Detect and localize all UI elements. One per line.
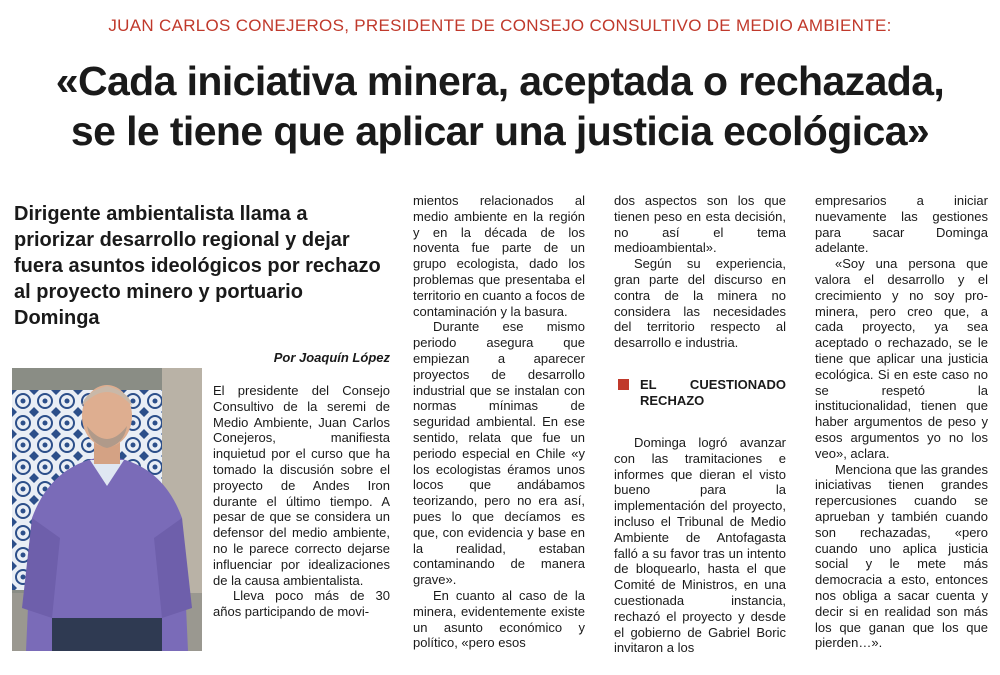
paragraph: dos aspectos son los que tienen peso en esta decisión, no así el tema medioambiental».	[614, 193, 786, 256]
byline: Por Joaquín López	[273, 350, 390, 365]
paragraph: Según su experiencia, gran parte del discurso en contra de la minera no considera las necesidades del territorio respecto al desarrollo e industria.	[614, 256, 786, 351]
paragraph: mientos relacionados al medio ambiente en la región y en la década de los noventa fue parte de un grupo ecologista, dado los problemas que presentaba el territorio en cuanto a focos de contaminación y la basura.	[413, 193, 585, 319]
paragraph: Durante ese mismo periodo asegura que empiezan a aparecer proyectos de desarrollo industrial que se instalan con normas mínimas de seguridad ambiental. En ese sentido, relata que fue un periodo especial en Chile «y los ecologistas éramos unos locos que andábamos teorizando, pero no era así, pues lo que decíamos es que, con evidencia y base en la realidad, estaban contaminando de manera grave».	[413, 319, 585, 588]
headline-line-2: se le tiene que aplicar una justicia ecológica»	[70, 108, 930, 154]
paragraph: En cuanto al caso de la minera, evidentemente existe un asunto económico y político, «pero esos	[413, 587, 585, 651]
section-heading-text: EL CUESTIONADO RECHAZO	[640, 376, 786, 408]
portrait-photo	[12, 368, 202, 651]
article-headline	[0, 56, 1000, 156]
article-subhead: Dirigente ambientalista llama a priorizar desarrollo regional y dejar fuera asuntos ideológicos por rechazo al proyecto minero y portuario Dominga	[14, 203, 381, 329]
paragraph: Menciona que las grandes iniciativas tienen grandes repercusiones cuando se aprueban y también cuando son rechazadas, «pero cuando uno aplica justicia social y le mete más democracia a esto, entonces nos obliga a sacar cuenta y decir si en realidad son más los que ganan que los que pierden…».	[815, 461, 988, 651]
paragraph: Lleva poco más de 30 años participando de movi-	[213, 588, 390, 620]
paragraph: El presidente del Consejo Consultivo de la seremi de Medio Ambiente, Juan Carlos Conejeros, manifiesta inquietud por el curso que ha tomado la discusión sobre el proyecto de Andes Iron durante el último tiempo. A pesar de que se considera un defensor del medio ambiente, no le parece correcto dejarse influenciar por idealizaciones de la causa ambientalista.	[213, 383, 390, 588]
section-heading	[614, 377, 786, 409]
portrait-image	[12, 368, 202, 651]
article-column-4	[815, 193, 988, 651]
paragraph: empresarios a iniciar nuevamente las gestiones para sacar Dominga adelante.	[815, 193, 988, 256]
paragraph: «Soy una persona que valora el desarrollo y el crecimiento y no soy pro-minera, pero creo que, a cada proyecto, ya sea aceptado o rechazado, se le tiene que aplicar una justicia ecológica. Si en este caso no se respetó la institucionalidad, tienen que haber argumentos de peso y esos argumentos yo no los veo», aclara.	[815, 256, 988, 461]
article-column-2	[413, 193, 585, 651]
paragraph: Dominga logró avanzar con las tramitaciones e informes que dieran el visto bueno para la implementación del proyecto, incluso el Tribunal de Medio Ambiente de Antofagasta falló a su favor tras un intento de bloquearlo, hasta el que Comité de Ministros, en una cuestionada instancia, rechazó el proyecto y desde el gobierno de Gabriel Boric invitaron a los	[614, 434, 786, 656]
headline-line-1: «Cada iniciativa minera, aceptada o rechazada,	[55, 58, 945, 104]
article-column-1	[213, 383, 390, 620]
article-kicker: JUAN CARLOS CONEJEROS, PRESIDENTE DE CONSEJO CONSULTIVO DE MEDIO AMBIENTE:	[108, 16, 892, 35]
article-column-3	[614, 193, 786, 656]
red-square-icon	[618, 379, 629, 390]
